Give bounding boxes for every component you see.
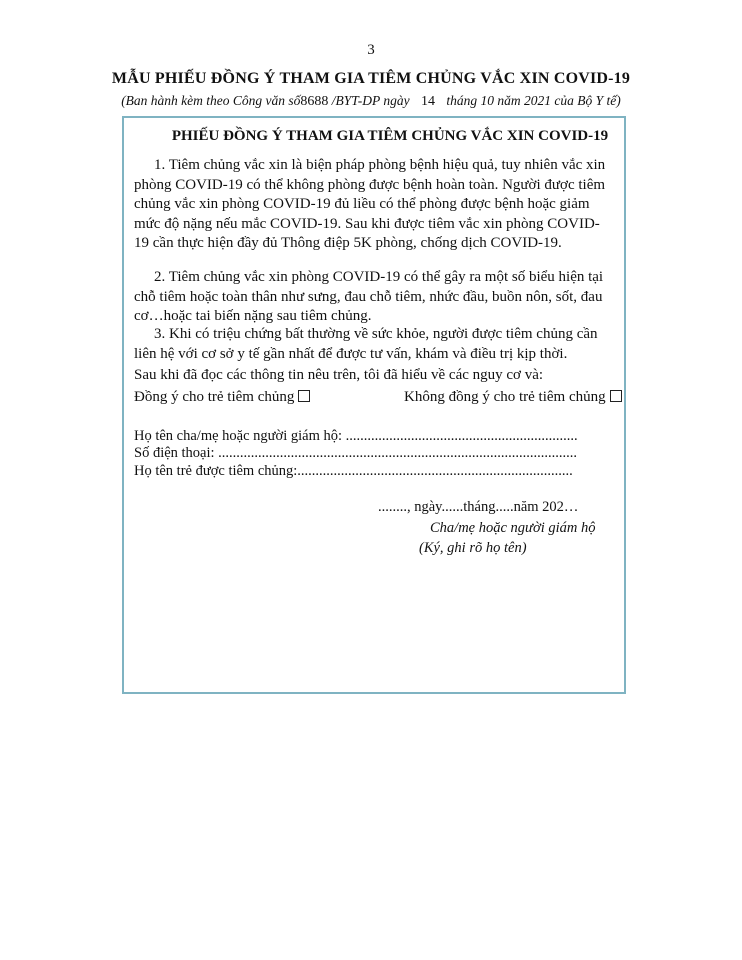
paragraph-line: chủng vắc xin phòng COVID-19 đủ liều có thể phòng được bệnh hoặc giảm — [134, 196, 590, 212]
paragraph-3 — [134, 325, 620, 364]
document-subtitle — [0, 93, 742, 110]
guardian-name-field[interactable]: Họ tên cha/mẹ hoặc người giám hộ: ................................................................ — [134, 428, 578, 444]
signature-role: Cha/mẹ hoặc người giám hộ — [430, 520, 596, 536]
document-title: MẪU PHIẾU ĐỒNG Ý THAM GIA TIÊM CHỦNG VẮC XIN COVID-19 — [111, 70, 631, 87]
paragraph-line: 1. Tiêm chủng vắc xin là biện pháp phòng bệnh hiệu quả, tuy nhiên vắc xin — [154, 157, 606, 173]
subtitle-suffix: tháng 10 năm 2021 của Bộ Y tế) — [446, 93, 621, 108]
child-name-field[interactable]: Họ tên trẻ được tiêm chủng:............................................................................ — [134, 463, 573, 479]
issue-day: 14 — [421, 94, 436, 109]
subtitle-mid: /BYT-DP ngày — [331, 93, 410, 108]
paragraph-line: liên hệ với cơ sở y tế gần nhất để được tư vấn, khám và điều trị kịp thời. — [134, 345, 568, 362]
option-agree — [134, 389, 310, 406]
paragraph-line: phòng COVID-19 có thể không phòng được bệnh hoàn toàn. Người được tiêm — [134, 176, 606, 193]
paragraph-line: 3. Khi có triệu chứng bất thường về sức khỏe, người được tiêm chủng cần — [154, 326, 598, 342]
paragraph-2 — [134, 268, 620, 327]
paragraph-line: cơ…hoặc tai biến nặng sau tiêm chủng. — [134, 308, 372, 324]
date-line[interactable]: ........, ngày......tháng.....năm 202… — [378, 499, 579, 515]
disagree-checkbox[interactable] — [610, 390, 622, 402]
consent-intro: Sau khi đã đọc các thông tin nêu trên, tôi đã hiểu về các nguy cơ và: — [134, 367, 544, 383]
option-disagree-label: Không đồng ý cho trẻ tiêm chủng — [404, 389, 606, 405]
agree-checkbox[interactable] — [298, 390, 310, 402]
paragraph-line: 19 cần thực hiện đầy đủ Thông điệp 5K phòng, chống dịch COVID-19. — [134, 235, 562, 251]
phone-number-field[interactable]: Số điện thoại: ................................................................................................... — [134, 445, 578, 461]
subtitle-prefix: (Ban hành kèm theo Công văn số — [121, 93, 301, 108]
option-agree-label: Đồng ý cho trẻ tiêm chủng — [134, 389, 295, 405]
paragraph-line: 2. Tiêm chủng vắc xin phòng COVID-19 có thể gây ra một số biểu hiện tại — [154, 269, 604, 285]
page-number: 3 — [367, 42, 375, 58]
signature-note: (Ký, ghi rõ họ tên) — [419, 540, 527, 556]
paragraph-line: chỗ tiêm hoặc toàn thân như sưng, đau chỗ tiêm, nhức đầu, buồn nôn, sốt, đau — [134, 288, 603, 305]
form-title: PHIẾU ĐỒNG Ý THAM GIA TIÊM CHỦNG VẮC XIN COVID-19 — [171, 128, 609, 144]
paragraph-line: mức độ nặng nếu mắc COVID-19. Sau khi được tiêm vắc xin phòng COVID- — [134, 215, 600, 232]
option-disagree — [404, 389, 622, 406]
document-number: 8688 — [300, 94, 329, 109]
paragraph-1 — [134, 156, 620, 254]
